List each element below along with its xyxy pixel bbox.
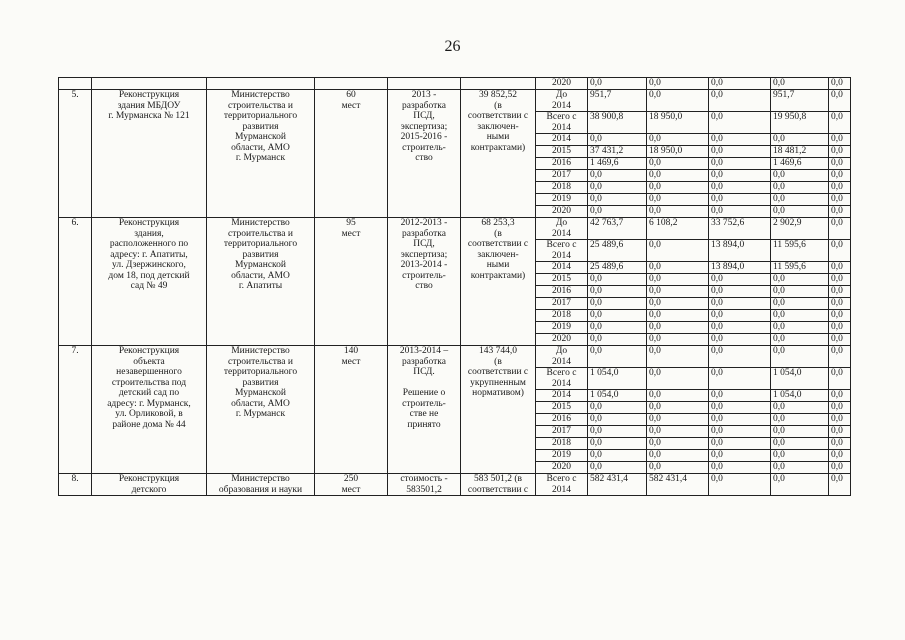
responsible-body-cell xyxy=(207,474,315,496)
table-row xyxy=(59,346,851,368)
year-cell xyxy=(536,78,588,90)
amount-cell: 0,0 xyxy=(588,334,647,346)
year-cell xyxy=(536,298,588,310)
amount-cell: 0,0 xyxy=(709,158,771,170)
year-cell xyxy=(536,112,588,134)
amount-cell: 0,0 xyxy=(647,450,709,462)
amount-cell: 0,0 xyxy=(588,298,647,310)
amount-cell: 0,0 xyxy=(647,322,709,334)
table-row xyxy=(59,90,851,112)
amount-cell: 0,0 xyxy=(829,462,851,474)
amount-cell: 0,0 xyxy=(771,134,829,146)
amount-cell: 0,0 xyxy=(647,134,709,146)
object-name-cell xyxy=(92,346,207,474)
year-cell xyxy=(536,334,588,346)
capacity: 60 мест xyxy=(341,90,361,111)
amount-cell: 0,0 xyxy=(647,90,709,112)
amount-cell: 18 481,2 xyxy=(771,146,829,158)
amount-cell: 0,0 xyxy=(709,286,771,298)
amount-cell: 0,0 xyxy=(829,112,851,134)
amount-cell: 0,0 xyxy=(829,78,851,90)
year-label: 2019 xyxy=(552,322,571,332)
capacity: 250 мест xyxy=(341,474,361,495)
amount-cell: 0,0 xyxy=(709,146,771,158)
amount-cell: 0,0 xyxy=(588,194,647,206)
amount-cell: 0,0 xyxy=(829,286,851,298)
year-label: До 2014 xyxy=(552,218,571,239)
amount-cell: 0,0 xyxy=(647,390,709,402)
amount-cell: 0,0 xyxy=(829,170,851,182)
project-stage-cell xyxy=(388,218,461,346)
capacity: 140 мест xyxy=(341,346,361,367)
year-label: 2020 xyxy=(552,78,571,88)
project-stage: 2013 - разработка ПСД, экспертиза; 2015-2016 - строитель- ство xyxy=(400,90,448,163)
year-label: 2017 xyxy=(552,426,571,436)
responsible-body-cell xyxy=(207,218,315,346)
object-name-cell xyxy=(92,218,207,346)
amount-cell: 0,0 xyxy=(771,438,829,450)
amount-cell: 0,0 xyxy=(588,438,647,450)
capacity-cell xyxy=(315,218,388,346)
amount-cell: 11 595,6 xyxy=(771,240,829,262)
amount-cell: 0,0 xyxy=(709,450,771,462)
year-label: 2014 xyxy=(552,390,571,400)
amount-cell: 0,0 xyxy=(771,286,829,298)
year-label: 2019 xyxy=(552,450,571,460)
amount-cell: 0,0 xyxy=(647,262,709,274)
amount-cell: 38 900,8 xyxy=(588,112,647,134)
amount-cell: 0,0 xyxy=(588,426,647,438)
responsible-body: Министерство строительства и территориального развития Мурманской области, АМО г. Апатиты xyxy=(223,218,298,291)
amount-cell: 0,0 xyxy=(588,274,647,286)
amount-cell: 0,0 xyxy=(709,112,771,134)
amount-cell: 25 489,6 xyxy=(588,262,647,274)
amount-cell: 0,0 xyxy=(829,426,851,438)
year-cell xyxy=(536,182,588,194)
year-cell xyxy=(536,240,588,262)
amount-cell: 0,0 xyxy=(829,390,851,402)
row-number-cell xyxy=(59,90,92,218)
amount-cell: 0,0 xyxy=(647,78,709,90)
year-label: 2018 xyxy=(552,310,571,320)
year-cell xyxy=(536,206,588,218)
capacity: 95 мест xyxy=(341,218,361,239)
year-cell xyxy=(536,134,588,146)
amount-cell: 0,0 xyxy=(829,240,851,262)
amount-cell: 0,0 xyxy=(647,334,709,346)
year-label: 2015 xyxy=(552,402,571,412)
amount-cell: 0,0 xyxy=(709,402,771,414)
year-label: 2014 xyxy=(552,262,571,272)
amount-cell: 0,0 xyxy=(588,134,647,146)
amount-cell: 0,0 xyxy=(588,170,647,182)
amount-cell: 0,0 xyxy=(771,194,829,206)
amount-cell: 0,0 xyxy=(647,286,709,298)
row-number-cell xyxy=(59,346,92,474)
year-cell xyxy=(536,402,588,414)
amount-cell: 0,0 xyxy=(771,334,829,346)
year-cell xyxy=(536,322,588,334)
year-cell xyxy=(536,368,588,390)
amount-cell: 0,0 xyxy=(588,414,647,426)
amount-cell: 0,0 xyxy=(709,390,771,402)
estimated-cost-cell xyxy=(461,78,536,90)
year-label: 2018 xyxy=(552,182,571,192)
program-table xyxy=(58,77,851,496)
amount-cell: 0,0 xyxy=(829,450,851,462)
year-cell xyxy=(536,474,588,496)
amount-cell: 0,0 xyxy=(829,334,851,346)
year-label: 2020 xyxy=(552,462,571,472)
amount-cell: 582 431,4 xyxy=(647,474,709,496)
year-label: Всего с 2014 xyxy=(546,474,577,495)
year-label: 2016 xyxy=(552,414,571,424)
row-number: 8. xyxy=(71,474,79,484)
row-number: 7. xyxy=(71,346,79,356)
estimated-cost: 39 852,52 (в соответствии с заключен- ными контрактами) xyxy=(467,90,529,153)
amount-cell: 0,0 xyxy=(829,322,851,334)
estimated-cost: 68 253,3 (в соответствии с заключен- ными контрактами) xyxy=(467,218,529,281)
year-cell xyxy=(536,346,588,368)
responsible-body-cell xyxy=(207,78,315,90)
object-name: Реконструкция здания МБДОУ г. Мурманска № 121 xyxy=(108,90,190,121)
amount-cell: 0,0 xyxy=(829,474,851,496)
amount-cell: 0,0 xyxy=(771,402,829,414)
amount-cell: 0,0 xyxy=(709,310,771,322)
year-label: 2018 xyxy=(552,438,571,448)
amount-cell: 0,0 xyxy=(709,170,771,182)
table-row xyxy=(59,474,851,496)
row-number-cell xyxy=(59,78,92,90)
amount-cell: 0,0 xyxy=(771,298,829,310)
amount-cell: 951,7 xyxy=(771,90,829,112)
table-row xyxy=(59,78,851,90)
year-label: 2017 xyxy=(552,170,571,180)
year-label: Всего с 2014 xyxy=(546,112,577,133)
amount-cell: 582 431,4 xyxy=(588,474,647,496)
object-name: Реконструкция объекта незавершенного строительства под детский сад по адресу: г. Мурманск, ул. Орликовой, в районе дома № 44 xyxy=(107,346,191,430)
estimated-cost-cell xyxy=(461,346,536,474)
amount-cell: 1 054,0 xyxy=(588,390,647,402)
amount-cell: 13 894,0 xyxy=(709,262,771,274)
amount-cell: 0,0 xyxy=(829,298,851,310)
year-label: 2017 xyxy=(552,298,571,308)
estimated-cost: 583 501,2 (в соответствии с xyxy=(467,474,529,495)
amount-cell: 0,0 xyxy=(588,402,647,414)
year-label: 2016 xyxy=(552,158,571,168)
year-label: 2016 xyxy=(552,286,571,296)
amount-cell: 0,0 xyxy=(829,90,851,112)
amount-cell: 0,0 xyxy=(709,346,771,368)
amount-cell: 0,0 xyxy=(709,414,771,426)
amount-cell: 0,0 xyxy=(588,286,647,298)
amount-cell: 0,0 xyxy=(647,182,709,194)
amount-cell: 1 054,0 xyxy=(588,368,647,390)
row-number: 6. xyxy=(71,218,79,228)
amount-cell: 0,0 xyxy=(771,414,829,426)
year-cell xyxy=(536,310,588,322)
amount-cell: 0,0 xyxy=(588,450,647,462)
year-label: До 2014 xyxy=(552,90,571,111)
amount-cell: 0,0 xyxy=(588,310,647,322)
amount-cell: 2 902,9 xyxy=(771,218,829,240)
responsible-body: Министерство образования и науки xyxy=(218,474,303,495)
amount-cell: 0,0 xyxy=(771,474,829,496)
year-cell xyxy=(536,146,588,158)
project-stage: стоимость - 583501,2 xyxy=(400,474,448,495)
amount-cell: 18 950,0 xyxy=(647,146,709,158)
amount-cell: 0,0 xyxy=(709,90,771,112)
project-stage: 2013-2014 – разработка ПСД. Решение о строитель- стве не принято xyxy=(399,346,449,430)
capacity-cell xyxy=(315,346,388,474)
object-name-cell xyxy=(92,474,207,496)
amount-cell: 0,0 xyxy=(647,206,709,218)
estimated-cost-cell xyxy=(461,474,536,496)
year-label: 2020 xyxy=(552,206,571,216)
amount-cell: 0,0 xyxy=(771,322,829,334)
responsible-body-cell xyxy=(207,90,315,218)
amount-cell: 0,0 xyxy=(829,134,851,146)
amount-cell: 0,0 xyxy=(829,218,851,240)
year-cell xyxy=(536,194,588,206)
amount-cell: 0,0 xyxy=(709,334,771,346)
amount-cell: 0,0 xyxy=(709,274,771,286)
amount-cell: 0,0 xyxy=(829,182,851,194)
capacity-cell xyxy=(315,90,388,218)
amount-cell: 18 950,0 xyxy=(647,112,709,134)
amount-cell: 0,0 xyxy=(709,182,771,194)
amount-cell: 0,0 xyxy=(771,170,829,182)
amount-cell: 1 054,0 xyxy=(771,368,829,390)
amount-cell: 0,0 xyxy=(647,402,709,414)
amount-cell: 1 469,6 xyxy=(588,158,647,170)
amount-cell: 0,0 xyxy=(647,170,709,182)
amount-cell: 6 108,2 xyxy=(647,218,709,240)
year-label: 2020 xyxy=(552,334,571,344)
year-label: 2014 xyxy=(552,134,571,144)
year-cell xyxy=(536,286,588,298)
amount-cell: 0,0 xyxy=(771,206,829,218)
responsible-body: Министерство строительства и территориального развития Мурманской области, АМО г. Мурманск xyxy=(223,90,298,163)
year-label: До 2014 xyxy=(552,346,571,367)
year-cell xyxy=(536,90,588,112)
year-label: Всего с 2014 xyxy=(546,368,577,389)
amount-cell: 0,0 xyxy=(588,346,647,368)
amount-cell: 0,0 xyxy=(588,78,647,90)
amount-cell: 0,0 xyxy=(647,274,709,286)
amount-cell: 42 763,7 xyxy=(588,218,647,240)
table-row xyxy=(59,218,851,240)
amount-cell: 0,0 xyxy=(829,438,851,450)
year-label: 2015 xyxy=(552,274,571,284)
amount-cell: 33 752,6 xyxy=(709,218,771,240)
amount-cell: 0,0 xyxy=(709,474,771,496)
amount-cell: 0,0 xyxy=(829,206,851,218)
amount-cell: 0,0 xyxy=(709,438,771,450)
year-cell xyxy=(536,462,588,474)
object-name-cell xyxy=(92,78,207,90)
amount-cell: 11 595,6 xyxy=(771,262,829,274)
amount-cell: 1 469,6 xyxy=(771,158,829,170)
amount-cell: 0,0 xyxy=(709,298,771,310)
amount-cell: 0,0 xyxy=(771,274,829,286)
amount-cell: 0,0 xyxy=(829,194,851,206)
amount-cell: 0,0 xyxy=(647,194,709,206)
amount-cell: 0,0 xyxy=(829,274,851,286)
project-stage-cell xyxy=(388,90,461,218)
project-stage-cell xyxy=(388,346,461,474)
year-label: Всего с 2014 xyxy=(546,240,577,261)
amount-cell: 0,0 xyxy=(709,134,771,146)
year-cell xyxy=(536,390,588,402)
amount-cell: 13 894,0 xyxy=(709,240,771,262)
object-name-cell xyxy=(92,90,207,218)
amount-cell: 0,0 xyxy=(829,158,851,170)
amount-cell: 0,0 xyxy=(588,206,647,218)
amount-cell: 0,0 xyxy=(647,462,709,474)
row-number: 5. xyxy=(71,90,79,100)
amount-cell: 0,0 xyxy=(771,426,829,438)
page-number: 26 xyxy=(444,38,461,55)
object-name: Реконструкция здания, расположенного по адресу: г. Апатиты, ул. Дзержинского, дом 18, под детский сад № 49 xyxy=(108,218,190,291)
row-number-cell xyxy=(59,218,92,346)
amount-cell: 0,0 xyxy=(647,298,709,310)
amount-cell: 0,0 xyxy=(647,310,709,322)
amount-cell: 0,0 xyxy=(771,78,829,90)
year-cell xyxy=(536,274,588,286)
estimated-cost-cell xyxy=(461,218,536,346)
amount-cell: 0,0 xyxy=(829,310,851,322)
amount-cell: 0,0 xyxy=(771,310,829,322)
amount-cell: 0,0 xyxy=(709,426,771,438)
amount-cell: 0,0 xyxy=(709,78,771,90)
amount-cell: 0,0 xyxy=(771,462,829,474)
year-label: 2019 xyxy=(552,194,571,204)
year-label: 2015 xyxy=(552,146,571,156)
project-stage: 2012-2013 - разработка ПСД, экспертиза; 2013-2014 - строитель- ство xyxy=(400,218,448,291)
estimated-cost: 143 744,0 (в соответствии с укрупненным нормативом) xyxy=(467,346,529,398)
year-cell xyxy=(536,426,588,438)
amount-cell: 1 054,0 xyxy=(771,390,829,402)
amount-cell: 0,0 xyxy=(829,146,851,158)
amount-cell: 0,0 xyxy=(771,450,829,462)
amount-cell: 0,0 xyxy=(647,346,709,368)
project-stage-cell xyxy=(388,78,461,90)
amount-cell: 0,0 xyxy=(829,368,851,390)
amount-cell: 0,0 xyxy=(647,414,709,426)
amount-cell: 0,0 xyxy=(829,414,851,426)
amount-cell: 0,0 xyxy=(588,182,647,194)
year-cell xyxy=(536,158,588,170)
year-cell xyxy=(536,218,588,240)
capacity-cell xyxy=(315,474,388,496)
amount-cell: 25 489,6 xyxy=(588,240,647,262)
amount-cell: 0,0 xyxy=(829,262,851,274)
year-cell xyxy=(536,262,588,274)
amount-cell: 0,0 xyxy=(647,426,709,438)
project-stage-cell xyxy=(388,474,461,496)
object-name: Реконструкция детского xyxy=(118,474,180,495)
amount-cell: 0,0 xyxy=(588,322,647,334)
amount-cell: 0,0 xyxy=(771,346,829,368)
amount-cell: 951,7 xyxy=(588,90,647,112)
capacity-cell xyxy=(315,78,388,90)
amount-cell: 0,0 xyxy=(647,438,709,450)
year-cell xyxy=(536,438,588,450)
amount-cell: 0,0 xyxy=(647,240,709,262)
amount-cell: 0,0 xyxy=(709,368,771,390)
amount-cell: 0,0 xyxy=(709,194,771,206)
responsible-body: Министерство строительства и территориального развития Мурманской области, АМО г. Мурманск xyxy=(223,346,298,419)
amount-cell: 19 950,8 xyxy=(771,112,829,134)
amount-cell: 0,0 xyxy=(771,182,829,194)
amount-cell: 0,0 xyxy=(709,462,771,474)
amount-cell: 37 431,2 xyxy=(588,146,647,158)
amount-cell: 0,0 xyxy=(829,402,851,414)
year-cell xyxy=(536,450,588,462)
amount-cell: 0,0 xyxy=(588,462,647,474)
row-number-cell xyxy=(59,474,92,496)
amount-cell: 0,0 xyxy=(829,346,851,368)
amount-cell: 0,0 xyxy=(709,322,771,334)
year-cell xyxy=(536,170,588,182)
estimated-cost-cell xyxy=(461,90,536,218)
amount-cell: 0,0 xyxy=(709,206,771,218)
responsible-body-cell xyxy=(207,346,315,474)
amount-cell: 0,0 xyxy=(647,158,709,170)
year-cell xyxy=(536,414,588,426)
amount-cell: 0,0 xyxy=(647,368,709,390)
